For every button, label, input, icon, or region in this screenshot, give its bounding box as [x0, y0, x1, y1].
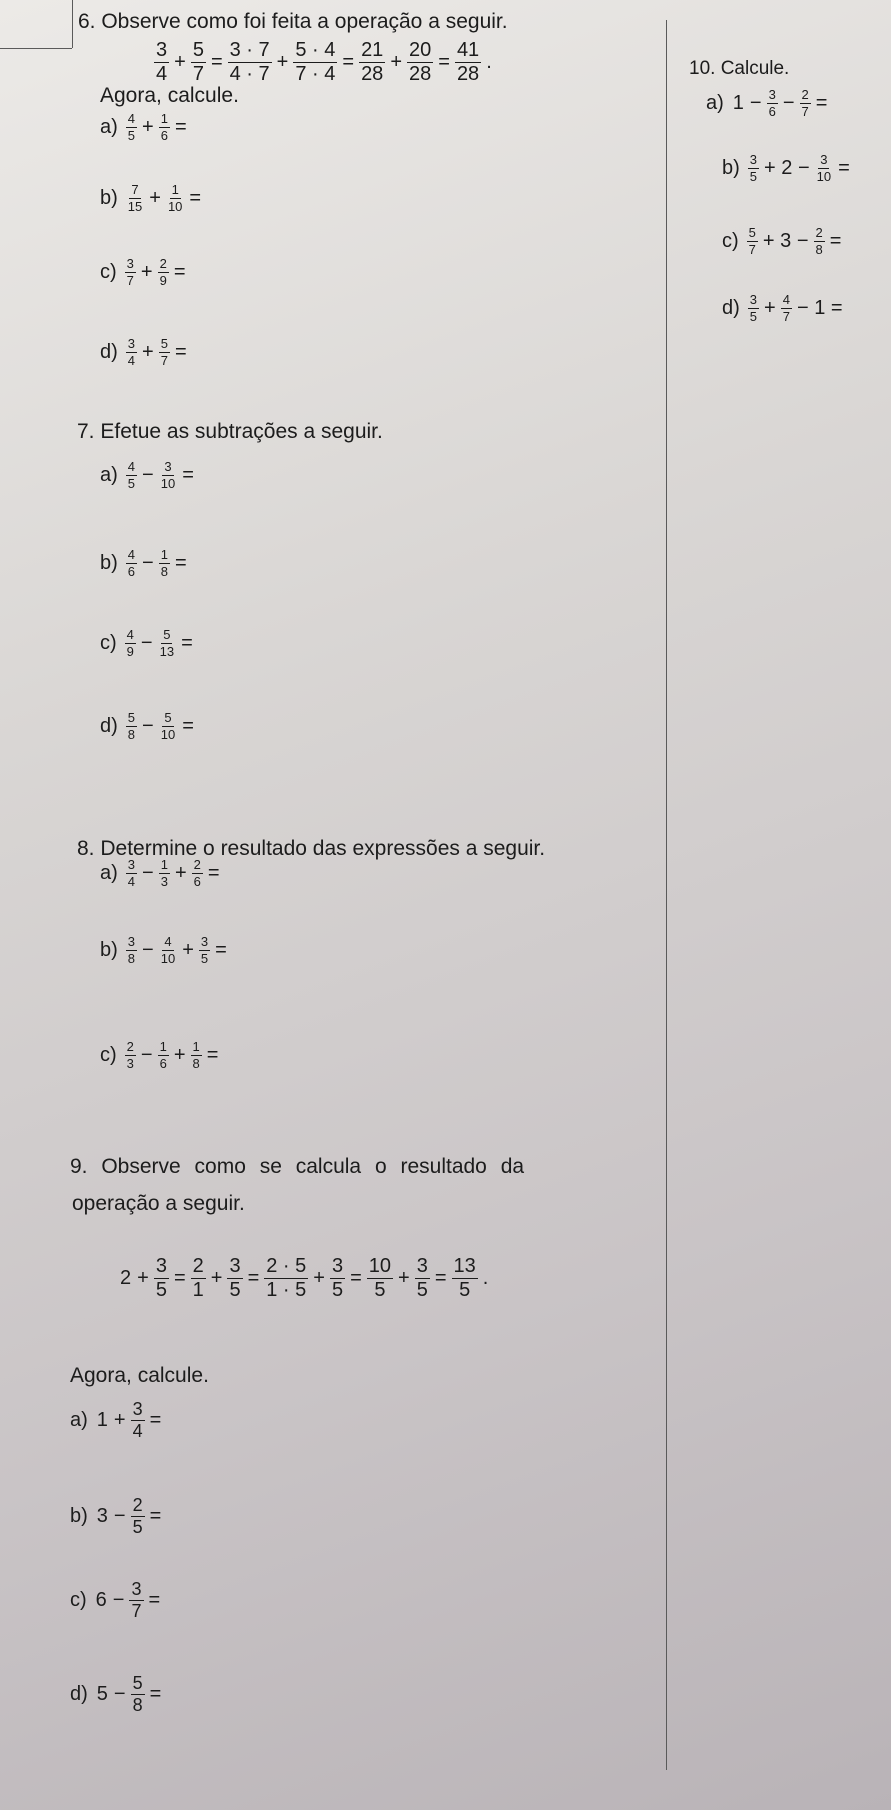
fraction-numerator: 7	[131, 182, 139, 197]
fraction-denominator: 3	[126, 1055, 134, 1071]
operator: −	[113, 1682, 126, 1705]
fraction-denominator: 5	[331, 1279, 344, 1301]
operator: −	[142, 463, 154, 486]
item-expression	[124, 548, 190, 578]
operator: +	[174, 51, 186, 73]
fraction-numerator: 5	[160, 336, 168, 351]
fraction-denominator: 28	[409, 63, 432, 85]
operator: =	[342, 51, 355, 73]
fraction-numerator: 2 · 5	[266, 1255, 307, 1277]
operator: =	[206, 1043, 219, 1066]
fraction-denominator: 10	[160, 726, 176, 742]
fraction-numerator: 5	[748, 225, 756, 240]
fraction-numerator: 3	[164, 459, 172, 474]
item-label: a)	[706, 91, 724, 114]
fraction-denominator: 5	[374, 1279, 386, 1301]
fraction	[191, 1256, 206, 1301]
fraction-numerator: 1	[160, 857, 168, 872]
fraction	[748, 293, 759, 323]
item-expression	[124, 858, 223, 888]
fraction-numerator: 5	[192, 39, 204, 61]
q9-item-c	[70, 1580, 163, 1621]
operator: +	[142, 115, 154, 138]
fraction-numerator: 1	[160, 111, 168, 126]
item-label: b)	[100, 551, 118, 574]
fraction	[367, 1256, 393, 1301]
item-expression	[745, 226, 845, 256]
fraction	[159, 711, 177, 741]
fraction-denominator: 1	[192, 1279, 204, 1301]
fraction-numerator: 41	[456, 39, 480, 61]
item-label: b)	[722, 156, 740, 179]
fraction	[191, 1040, 202, 1070]
item-label: b)	[100, 186, 118, 209]
fraction-denominator: 4	[132, 1420, 143, 1441]
q9-prompt: Agora, calcule.	[70, 1364, 209, 1387]
fraction	[293, 40, 337, 85]
fraction	[748, 153, 759, 183]
operator: 3	[96, 1504, 108, 1527]
item-label: b)	[100, 938, 118, 961]
fraction-numerator: 2	[815, 225, 823, 240]
fraction-numerator: 10	[368, 1255, 392, 1277]
fraction	[192, 858, 203, 888]
fraction	[159, 858, 170, 888]
operator: +	[182, 938, 194, 961]
fraction-denominator: 4 · 7	[229, 63, 270, 85]
fraction-denominator: 4	[127, 873, 136, 889]
item-expression	[94, 1400, 165, 1441]
q6-heading: 6. Observe como foi feita a operação a seguir.	[78, 10, 508, 33]
fraction-denominator: 6	[159, 1055, 167, 1071]
fraction-numerator: 13	[453, 1255, 476, 1277]
fraction-numerator: 1	[160, 547, 168, 562]
operator: =	[210, 51, 223, 73]
operator: =	[181, 631, 193, 654]
fraction-denominator: 8	[127, 726, 136, 742]
q7-item-a	[100, 460, 197, 490]
fraction-numerator: 2	[193, 857, 201, 872]
item-label: c)	[100, 631, 117, 654]
fraction-denominator: 10	[167, 198, 183, 214]
item-label: d)	[100, 714, 118, 737]
fraction-denominator: 7 · 4	[295, 63, 336, 85]
operator: 1	[96, 1408, 108, 1431]
fraction-numerator: 4	[126, 627, 134, 642]
fraction-numerator: 1	[159, 1039, 167, 1054]
q6-item-b	[100, 183, 204, 213]
fraction	[159, 337, 170, 367]
fraction	[129, 1580, 143, 1621]
item-label: c)	[722, 229, 739, 252]
fraction-denominator: 9	[126, 643, 134, 659]
fraction-denominator: 5	[132, 1516, 143, 1537]
item-expression	[124, 112, 190, 142]
operator: −	[142, 714, 154, 737]
item-expression	[730, 88, 831, 118]
fraction	[154, 40, 169, 85]
fraction-numerator: 2	[126, 1039, 134, 1054]
fraction	[159, 112, 170, 142]
fraction	[126, 460, 137, 490]
fraction-denominator: 10	[160, 475, 176, 491]
fraction-denominator: 4	[127, 352, 136, 368]
fraction	[126, 183, 144, 213]
q7-item-c	[100, 628, 196, 658]
operator: 1	[732, 91, 744, 114]
q6-prompt: Agora, calcule.	[100, 84, 239, 107]
fraction-denominator: 6	[193, 873, 201, 889]
item-label: c)	[70, 1588, 87, 1611]
fraction-denominator: 7	[748, 241, 756, 257]
operator: 2	[120, 1267, 132, 1289]
fraction-numerator: 5	[132, 1673, 143, 1693]
operator: + 2 −	[764, 156, 810, 179]
operator: +	[174, 861, 187, 884]
q10-item-d	[722, 293, 846, 323]
fraction-numerator: 3	[749, 152, 758, 167]
fraction-denominator: 5	[416, 1279, 428, 1301]
operator: +	[173, 1043, 186, 1066]
operator: −	[142, 861, 154, 884]
fraction-denominator: 8	[127, 950, 136, 966]
fraction-numerator: 3	[127, 857, 136, 872]
q10-item-a	[706, 88, 830, 118]
operator: =	[149, 1504, 162, 1527]
fraction-denominator: 28	[456, 63, 480, 85]
fraction	[131, 1674, 145, 1715]
fraction-numerator: 3	[200, 934, 209, 949]
fraction-denominator: 5	[127, 475, 136, 491]
item-expression	[124, 460, 197, 490]
operator: =	[149, 1408, 162, 1431]
q10-item-b	[722, 153, 853, 183]
fraction-numerator: 4	[127, 111, 136, 126]
fraction-denominator: 15	[127, 198, 143, 214]
fraction-denominator: 6	[768, 103, 776, 119]
item-expression	[94, 1496, 165, 1537]
fraction-numerator: 3	[156, 39, 168, 61]
fraction-numerator: 4	[127, 547, 136, 562]
operator: + 3 −	[762, 229, 809, 252]
fraction-numerator: 4	[127, 459, 136, 474]
fraction-denominator: 10	[816, 168, 832, 184]
operator: +	[149, 186, 161, 209]
operator: +	[764, 296, 776, 319]
fraction-denominator: 10	[160, 950, 176, 966]
operator: +	[142, 340, 154, 363]
item-expression	[123, 1040, 222, 1070]
fraction-denominator: 3	[160, 873, 168, 889]
item-label: a)	[100, 463, 118, 486]
fraction-numerator: 3	[127, 934, 136, 949]
fraction-denominator: 5	[749, 308, 758, 324]
operator: +	[390, 51, 402, 73]
fraction-numerator: 4	[164, 934, 172, 949]
fraction-numerator: 3	[768, 87, 776, 102]
operator: =	[838, 156, 850, 179]
operator: −	[142, 551, 154, 574]
q9-item-d	[70, 1674, 164, 1715]
q6-item-c	[100, 257, 189, 287]
item-label: a)	[100, 115, 118, 138]
q9-item-b	[70, 1496, 164, 1537]
fraction-numerator: 3	[155, 1255, 167, 1277]
fraction-numerator: 3	[229, 1255, 241, 1277]
operator: 5	[96, 1682, 108, 1705]
q10-item-c	[722, 226, 844, 256]
fraction-denominator: 5	[155, 1279, 167, 1301]
operator: =	[350, 1267, 362, 1289]
q7-item-b	[100, 548, 190, 578]
operator: =	[215, 938, 227, 961]
fraction-denominator: 7	[131, 1600, 142, 1621]
fraction-numerator: 3	[132, 1399, 143, 1419]
operator: −	[782, 91, 795, 114]
q6-example-expression	[152, 40, 495, 85]
fraction	[452, 1256, 478, 1301]
operator: .	[482, 1267, 489, 1289]
fraction-denominator: 5	[200, 950, 209, 966]
q7-item-d	[100, 711, 197, 741]
fraction	[815, 153, 833, 183]
fraction	[158, 257, 169, 287]
fraction-denominator: 5	[749, 168, 758, 184]
fraction	[125, 628, 136, 658]
operator: 6	[95, 1588, 107, 1611]
operator: +	[313, 1267, 325, 1289]
item-label: c)	[100, 260, 117, 283]
operator: −	[749, 91, 762, 114]
fraction-denominator: 7	[126, 272, 134, 288]
fraction-numerator: 21	[361, 39, 384, 61]
fraction-denominator: 8	[132, 1694, 143, 1715]
fraction	[159, 935, 177, 965]
operator: =	[815, 91, 828, 114]
operator: =	[438, 51, 450, 73]
fraction-numerator: 3	[416, 1255, 428, 1277]
fraction-numerator: 5	[127, 710, 136, 725]
q9-example-expression	[117, 1256, 491, 1301]
operator: =	[173, 1267, 186, 1289]
operator: =	[173, 260, 186, 283]
fraction	[154, 1256, 169, 1301]
operator: =	[148, 1588, 161, 1611]
q10-heading: 10. Calcule.	[689, 58, 790, 79]
q8-item-c	[100, 1040, 221, 1070]
fraction	[228, 40, 272, 85]
fraction-denominator: 5	[229, 1279, 241, 1301]
q6-item-a	[100, 112, 190, 142]
item-label: c)	[100, 1043, 117, 1066]
fraction-denominator: 8	[815, 241, 823, 257]
fraction	[125, 257, 136, 287]
fraction	[800, 88, 811, 118]
item-label: b)	[70, 1504, 88, 1527]
operator: =	[149, 1682, 162, 1705]
operator: .	[486, 51, 492, 73]
fraction	[199, 935, 210, 965]
fraction-numerator: 2	[159, 256, 167, 271]
fraction	[359, 40, 385, 85]
fraction-numerator: 3	[131, 1579, 142, 1599]
operator: +	[113, 1408, 126, 1431]
fraction-numerator: 3	[331, 1255, 344, 1277]
operator: =	[174, 340, 187, 363]
fraction-numerator: 1	[192, 1039, 200, 1054]
fraction	[264, 1256, 308, 1301]
operator: +	[140, 260, 153, 283]
item-label: d)	[722, 296, 740, 319]
fraction-denominator: 8	[160, 563, 168, 579]
operator: +	[210, 1267, 223, 1289]
fraction-denominator: 6	[127, 563, 136, 579]
fraction	[126, 112, 137, 142]
fraction-denominator: 7	[192, 63, 204, 85]
operator: +	[276, 51, 289, 73]
item-label: d)	[100, 340, 118, 363]
fraction	[415, 1256, 430, 1301]
fraction-denominator: 4	[156, 63, 168, 85]
operator: −	[113, 1504, 126, 1527]
fraction-numerator: 5	[163, 627, 171, 642]
q6-item-d	[100, 337, 190, 367]
item-expression	[123, 628, 196, 658]
operator: −	[140, 1043, 153, 1066]
q8-heading: 8. Determine o resultado das expressões a seguir.	[77, 837, 546, 860]
item-expression	[93, 1580, 164, 1621]
page-edge-line-vertical	[72, 0, 73, 48]
operator: =	[434, 1267, 447, 1289]
item-expression	[124, 711, 197, 741]
fraction-numerator: 2	[801, 87, 809, 102]
item-expression	[124, 183, 204, 213]
fraction-numerator: 3	[126, 256, 134, 271]
item-label: d)	[70, 1682, 88, 1705]
fraction	[159, 548, 170, 578]
fraction	[158, 1040, 169, 1070]
operator: =	[182, 714, 194, 737]
fraction	[126, 711, 137, 741]
fraction	[126, 548, 137, 578]
operator: +	[398, 1267, 410, 1289]
operator: − 1 =	[796, 296, 843, 319]
fraction-denominator: 28	[361, 63, 384, 85]
fraction	[166, 183, 184, 213]
fraction	[126, 337, 137, 367]
fraction-numerator: 3 · 7	[229, 39, 270, 61]
fraction-denominator: 13	[159, 643, 175, 659]
fraction	[191, 40, 206, 85]
fraction-denominator: 6	[160, 127, 168, 143]
operator: =	[247, 1267, 260, 1289]
item-label: a)	[70, 1408, 88, 1431]
fraction	[814, 226, 825, 256]
operator: =	[174, 115, 187, 138]
fraction-numerator: 20	[409, 39, 432, 61]
operator: =	[174, 551, 187, 574]
fraction	[159, 460, 177, 490]
fraction	[126, 935, 137, 965]
fraction	[126, 858, 137, 888]
fraction-numerator: 2	[192, 1255, 204, 1277]
column-divider	[666, 20, 667, 1770]
fraction	[158, 628, 176, 658]
fraction-denominator: 8	[192, 1055, 200, 1071]
fraction-numerator: 2	[132, 1495, 143, 1515]
operator: =	[189, 186, 202, 209]
item-expression	[94, 1674, 165, 1715]
fraction	[125, 1040, 136, 1070]
fraction-numerator: 3	[127, 336, 136, 351]
fraction-denominator: 5	[127, 127, 136, 143]
operator: =	[182, 463, 194, 486]
fraction-numerator: 5 · 4	[295, 39, 336, 61]
item-expression	[746, 153, 853, 183]
fraction	[330, 1256, 345, 1301]
operator: −	[142, 938, 154, 961]
fraction	[747, 226, 758, 256]
item-label: a)	[100, 861, 118, 884]
fraction-numerator: 1	[171, 182, 179, 197]
operator: =	[829, 229, 842, 252]
q8-item-a	[100, 858, 223, 888]
q9-heading-line1: 9. Observe como se calcula o resultado da	[70, 1155, 525, 1178]
item-expression	[124, 935, 230, 965]
fraction-denominator: 7	[801, 103, 809, 119]
fraction	[455, 40, 481, 85]
q7-heading: 7. Efetue as subtrações a seguir.	[77, 420, 383, 443]
page-edge-line	[0, 48, 72, 49]
fraction	[767, 88, 778, 118]
fraction-numerator: 5	[164, 710, 172, 725]
operator: −	[112, 1588, 125, 1611]
operator: +	[137, 1267, 149, 1289]
fraction-numerator: 3	[749, 292, 758, 307]
fraction-denominator: 7	[782, 308, 790, 324]
item-expression	[124, 337, 190, 367]
q8-item-b	[100, 935, 230, 965]
fraction-numerator: 3	[820, 152, 828, 167]
fraction-numerator: 4	[782, 292, 790, 307]
operator: −	[140, 631, 153, 654]
fraction	[781, 293, 792, 323]
operator: =	[207, 861, 220, 884]
item-expression	[123, 257, 189, 287]
fraction-denominator: 7	[160, 352, 168, 368]
fraction	[227, 1256, 242, 1301]
fraction-denominator: 5	[459, 1279, 471, 1301]
q9-heading-line2: operação a seguir.	[72, 1192, 245, 1215]
fraction-denominator: 1 · 5	[266, 1279, 307, 1301]
q9-item-a	[70, 1400, 164, 1441]
fraction	[131, 1496, 145, 1537]
fraction	[407, 40, 433, 85]
fraction	[131, 1400, 145, 1441]
item-expression	[746, 293, 846, 323]
fraction-denominator: 9	[159, 272, 167, 288]
